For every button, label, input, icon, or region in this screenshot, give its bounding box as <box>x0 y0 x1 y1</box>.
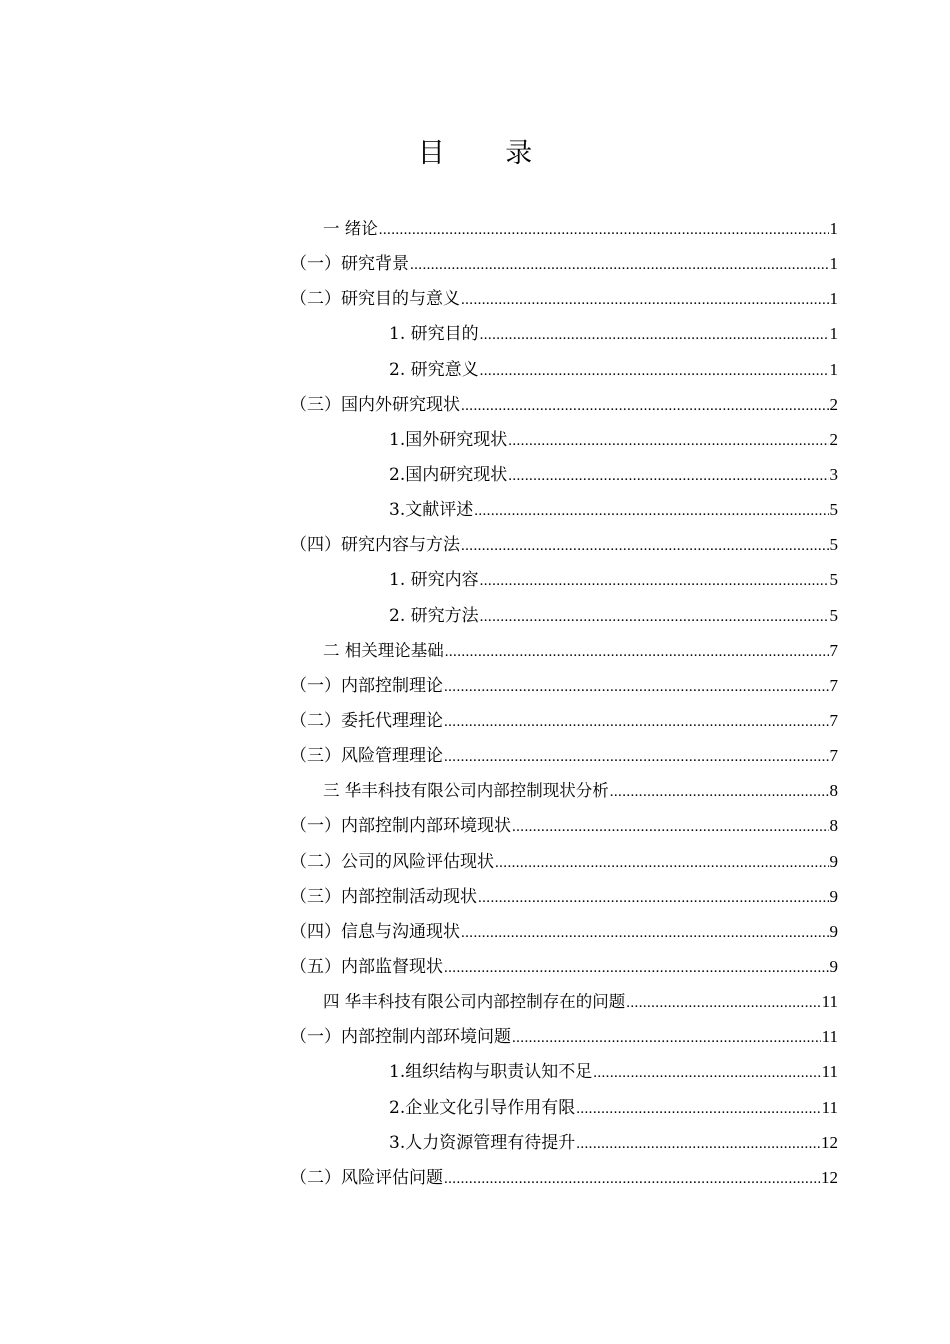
toc-entry[interactable] <box>290 844 838 879</box>
toc-dot-leader <box>461 916 829 951</box>
toc-entry-title: （三）国内外研究现状 <box>290 394 460 415</box>
toc-entry-page-number: 1 <box>829 289 838 309</box>
toc-entry[interactable] <box>290 598 838 633</box>
toc-entry-page-number: 11 <box>821 1062 838 1082</box>
toc-entry-title: 3.人力资源管理有待提升 <box>389 1132 576 1153</box>
toc-entry-title: 1. 研究内容 <box>389 570 479 591</box>
toc-dot-leader <box>576 1092 820 1127</box>
toc-title: 目 录 <box>417 138 559 169</box>
toc-entry-title: （二）风险评估问题 <box>290 1167 443 1188</box>
toc-dot-leader <box>461 389 829 424</box>
toc-entry[interactable] <box>290 949 838 984</box>
toc-entry[interactable] <box>290 387 838 422</box>
toc-entry-title: 1.组织结构与职责认知不足 <box>389 1062 593 1083</box>
toc-entry-page-number: 3 <box>829 464 838 484</box>
toc-entry-page-number: 8 <box>829 781 838 801</box>
toc-dot-leader <box>444 951 829 986</box>
toc-entry[interactable] <box>290 1090 838 1125</box>
toc-dot-leader <box>610 775 829 810</box>
toc-entry-page-number: 11 <box>821 1027 838 1047</box>
toc-entry-page-number: 7 <box>829 675 838 695</box>
toc-entry-title: （一）研究背景 <box>290 254 409 275</box>
toc-entry[interactable] <box>290 808 838 843</box>
toc-entry-title: 1. 研究目的 <box>389 324 479 345</box>
toc-entry-page-number: 5 <box>829 500 838 520</box>
toc-entry-title: （二）研究目的与意义 <box>290 289 460 310</box>
toc-entry-page-number: 9 <box>829 956 838 976</box>
toc-dot-leader <box>593 1056 820 1091</box>
toc-dot-leader <box>508 424 828 459</box>
toc-entry-title: 2.国内研究现状 <box>389 464 508 485</box>
toc-entry-title: 2. 研究意义 <box>389 359 479 380</box>
toc-dot-leader <box>478 881 829 916</box>
toc-entry[interactable] <box>290 668 838 703</box>
toc-entry[interactable] <box>290 984 838 1019</box>
toc-entry[interactable] <box>290 1125 838 1160</box>
toc-entry-title: 1.国外研究现状 <box>389 429 508 450</box>
toc-dot-leader <box>379 213 829 248</box>
toc-entry[interactable] <box>290 246 838 281</box>
toc-dot-leader <box>512 810 829 845</box>
toc-entry-page-number: 11 <box>821 992 838 1012</box>
toc-entry-title: 二 相关理论基础 <box>323 640 444 660</box>
toc-entry[interactable] <box>290 457 838 492</box>
toc-entry-page-number: 8 <box>829 816 838 836</box>
toc-dot-leader <box>474 494 828 529</box>
toc-entry-page-number: 2 <box>829 429 838 449</box>
toc-entry-title: （三）内部控制活动现状 <box>290 886 477 907</box>
toc-entry-page-number: 1 <box>829 359 838 379</box>
toc-entry-page-number: 9 <box>829 921 838 941</box>
toc-entry-title: 2. 研究方法 <box>389 605 479 626</box>
toc-entry-page-number: 9 <box>829 851 838 871</box>
toc-entry-page-number: 12 <box>821 1132 838 1152</box>
toc-entry[interactable] <box>290 914 838 949</box>
toc-entry-title: （一）内部控制内部环境问题 <box>290 1027 511 1048</box>
toc-entry[interactable] <box>290 352 838 387</box>
toc-entry-page-number: 11 <box>821 1097 838 1117</box>
toc-dot-leader <box>445 635 829 670</box>
toc-entry-title: （二）委托代理理论 <box>290 710 443 731</box>
toc-dot-leader <box>626 986 820 1021</box>
toc-dot-leader <box>444 705 829 740</box>
toc-entry-title: （一）内部控制内部环境现状 <box>290 816 511 837</box>
toc-entry-page-number: 5 <box>829 535 838 555</box>
toc-entry-page-number: 5 <box>829 605 838 625</box>
toc-entry[interactable] <box>290 492 838 527</box>
toc-entry-title: 2.企业文化引导作用有限 <box>389 1097 576 1118</box>
toc-dot-leader <box>444 670 829 705</box>
toc-entry-page-number: 1 <box>829 219 838 238</box>
toc-entry-page-number: 7 <box>829 746 838 766</box>
toc-dot-leader <box>461 529 829 564</box>
toc-dot-leader <box>461 283 829 318</box>
toc-dot-leader <box>576 1127 820 1162</box>
toc-entry-page-number: 12 <box>821 1167 838 1187</box>
toc-entry-page-number: 7 <box>829 640 838 660</box>
toc-entry-title: （一）内部控制理论 <box>290 675 443 696</box>
toc-dot-leader <box>508 459 828 494</box>
toc-entry-page-number: 7 <box>829 710 838 730</box>
toc-dot-leader <box>480 600 829 635</box>
toc-entry-page-number: 1 <box>829 324 838 344</box>
toc-entry[interactable] <box>290 527 838 562</box>
toc-entry[interactable] <box>290 879 838 914</box>
toc-entry-title: 3.文献评述 <box>389 500 474 521</box>
toc-entry-title: （二）公司的风险评估现状 <box>290 851 494 872</box>
toc-entry-title: （五）内部监督现状 <box>290 956 443 977</box>
toc-entry-title: 一 绪论 <box>323 219 378 238</box>
toc-entry-page-number: 9 <box>829 886 838 906</box>
toc-dot-leader <box>512 1021 821 1056</box>
toc-dot-leader <box>444 1162 820 1197</box>
toc-entry-title: 三 华丰科技有限公司内部控制现状分析 <box>323 781 609 801</box>
toc-entry-page-number: 5 <box>829 570 838 590</box>
toc-entry[interactable] <box>290 422 838 457</box>
toc-entry-title: （四）研究内容与方法 <box>290 535 460 556</box>
toc-dot-leader <box>480 318 829 353</box>
toc-entry-page-number: 2 <box>829 394 838 414</box>
toc-entry[interactable] <box>290 773 838 808</box>
toc-entry-title: （三）风险管理理论 <box>290 746 443 767</box>
toc-entry[interactable] <box>290 1160 838 1195</box>
toc-entry[interactable] <box>290 1019 838 1054</box>
toc-entry[interactable] <box>290 1054 838 1089</box>
toc-dot-leader <box>480 354 829 389</box>
toc-entry-title: 四 华丰科技有限公司内部控制存在的问题 <box>323 992 626 1012</box>
toc-entry[interactable] <box>290 633 838 668</box>
toc-entry[interactable] <box>290 562 838 597</box>
toc-dot-leader <box>495 846 829 881</box>
toc-entry[interactable] <box>290 211 838 246</box>
toc-dot-leader <box>410 248 829 283</box>
toc-entry-title: （四）信息与沟通现状 <box>290 921 460 942</box>
toc-entry[interactable] <box>290 281 838 316</box>
toc-dot-leader <box>480 564 829 599</box>
toc-entry[interactable] <box>290 703 838 738</box>
toc-entry-page-number: 1 <box>829 254 838 274</box>
toc-entry[interactable] <box>290 738 838 773</box>
toc-dot-leader <box>444 740 829 775</box>
table-of-contents <box>290 211 838 1195</box>
toc-entry[interactable] <box>290 316 838 351</box>
